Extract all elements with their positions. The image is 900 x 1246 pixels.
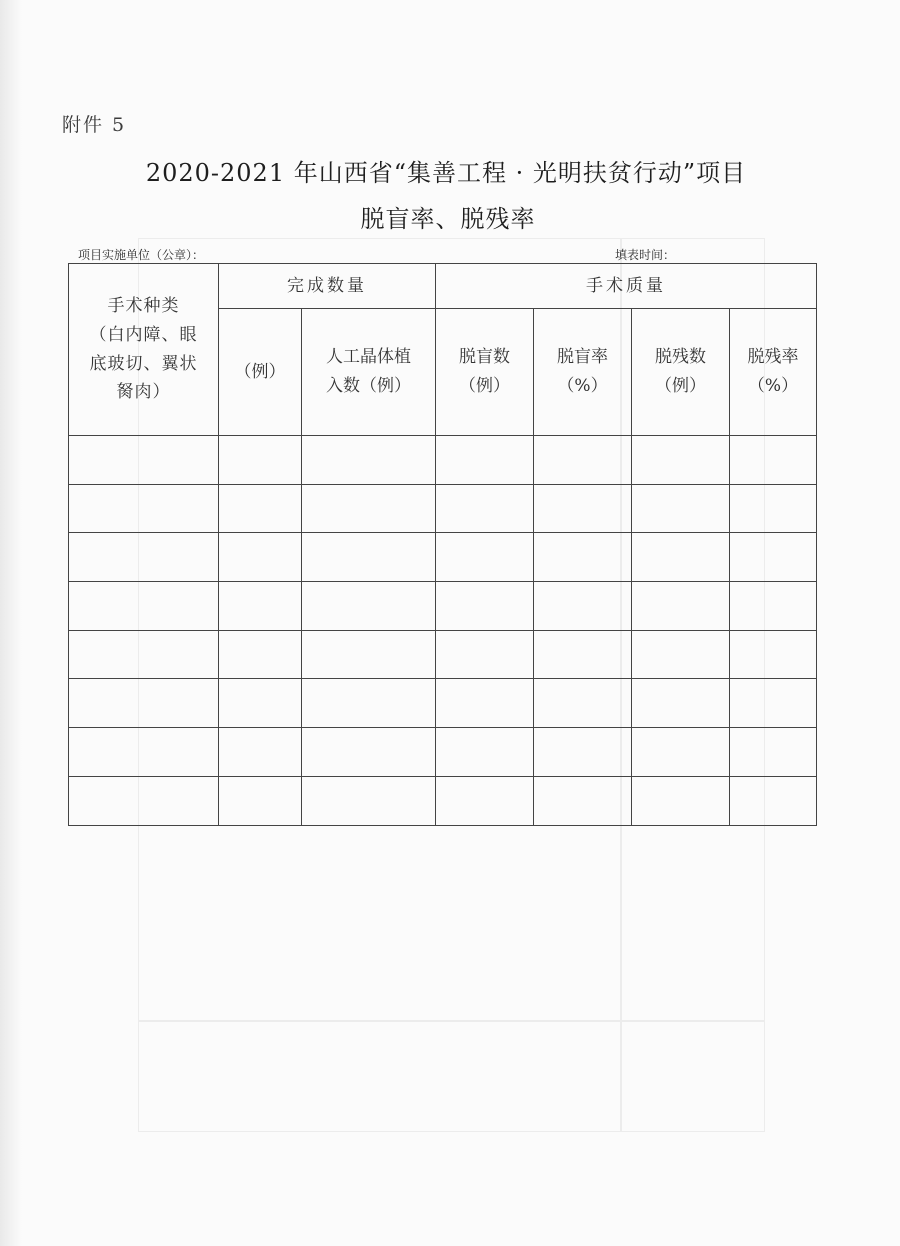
disability-removed-header	[632, 309, 730, 436]
table-cell[interactable]	[302, 436, 436, 485]
table-cell[interactable]	[730, 776, 817, 825]
table-row	[69, 776, 817, 825]
document-subtitle: 脱盲率、脱残率	[360, 205, 536, 233]
table-cell[interactable]	[302, 533, 436, 582]
table-cell[interactable]	[534, 582, 632, 631]
table-cell[interactable]	[302, 484, 436, 533]
cases-header: （例）	[219, 309, 302, 436]
table-cell[interactable]	[632, 728, 730, 777]
table-cell[interactable]	[219, 728, 302, 777]
table-cell[interactable]	[632, 436, 730, 485]
blind-rate-header	[534, 309, 632, 436]
surgery-type-line: （白内障、眼	[89, 324, 198, 345]
table-header-row-group	[69, 264, 817, 309]
table-cell[interactable]	[534, 484, 632, 533]
iol-implant-header	[302, 309, 436, 436]
table-row	[69, 679, 817, 728]
table-row	[69, 436, 817, 485]
disability-rate-header	[730, 309, 817, 436]
statistics-table	[68, 263, 817, 826]
surgery-type-header	[69, 264, 219, 436]
table-cell[interactable]	[436, 582, 534, 631]
completed-count-header: 完成数量	[219, 264, 436, 309]
table-cell[interactable]	[69, 533, 219, 582]
table-cell[interactable]	[436, 436, 534, 485]
table-cell[interactable]	[730, 728, 817, 777]
table-cell[interactable]	[302, 582, 436, 631]
disability-removed-line: （例）	[655, 376, 706, 396]
table-cell[interactable]	[302, 630, 436, 679]
bleed-through-line	[138, 1020, 765, 1022]
table-cell[interactable]	[632, 582, 730, 631]
disability-removed-line: 脱残数	[655, 347, 706, 368]
document-title: 2020-2021 年山西省“集善工程 · 光明扶贫行动”项目	[145, 159, 747, 187]
blind-removed-header	[436, 309, 534, 436]
table-cell[interactable]	[534, 776, 632, 825]
table-cell[interactable]	[632, 776, 730, 825]
table-row	[69, 582, 817, 631]
table-cell[interactable]	[219, 776, 302, 825]
table-body	[69, 436, 817, 826]
disability-rate-line: 脱残率	[747, 347, 799, 368]
table-cell[interactable]	[69, 776, 219, 825]
unit-label: 项目实施单位（公章）：	[78, 248, 205, 262]
table-cell[interactable]	[730, 484, 817, 533]
table-cell[interactable]	[632, 630, 730, 679]
disability-rate-line: （%）	[747, 376, 799, 396]
table-cell[interactable]	[219, 436, 302, 485]
table-row	[69, 630, 817, 679]
table-cell[interactable]	[219, 533, 302, 582]
table-row	[69, 484, 817, 533]
table-cell[interactable]	[534, 533, 632, 582]
table-cell[interactable]	[730, 436, 817, 485]
table-cell[interactable]	[436, 533, 534, 582]
attachment-label: 附件 5	[62, 114, 127, 136]
table-cell[interactable]	[302, 728, 436, 777]
table-cell[interactable]	[302, 679, 436, 728]
blind-rate-line: （%）	[557, 376, 608, 396]
table-cell[interactable]	[69, 630, 219, 679]
table-cell[interactable]	[730, 533, 817, 582]
table-cell[interactable]	[436, 776, 534, 825]
table-cell[interactable]	[69, 679, 219, 728]
table-cell[interactable]	[534, 436, 632, 485]
table-cell[interactable]	[436, 728, 534, 777]
table-cell[interactable]	[632, 533, 730, 582]
date-label: 填表时间：	[615, 248, 676, 262]
surgery-type-line: 手术种类	[107, 295, 180, 316]
table-row	[69, 533, 817, 582]
table-cell[interactable]	[436, 630, 534, 679]
table-cell[interactable]	[632, 679, 730, 728]
table-cell[interactable]	[436, 679, 534, 728]
iol-header-line: 人工晶体植	[326, 347, 411, 368]
table-cell[interactable]	[302, 776, 436, 825]
blind-removed-line: 脱盲数	[459, 347, 510, 368]
iol-header-line: 入数（例）	[326, 376, 411, 396]
table-cell[interactable]	[69, 484, 219, 533]
blind-removed-line: （例）	[459, 376, 510, 396]
table-row	[69, 728, 817, 777]
table-cell[interactable]	[69, 582, 219, 631]
table-cell[interactable]	[632, 484, 730, 533]
table-cell[interactable]	[534, 728, 632, 777]
table-cell[interactable]	[69, 436, 219, 485]
table-cell[interactable]	[219, 582, 302, 631]
surgery-type-line: 胬肉）	[116, 382, 171, 403]
table-cell[interactable]	[730, 630, 817, 679]
table-cell[interactable]	[730, 679, 817, 728]
table-cell[interactable]	[436, 484, 534, 533]
table-cell[interactable]	[219, 630, 302, 679]
table-cell[interactable]	[730, 582, 817, 631]
table-cell[interactable]	[534, 679, 632, 728]
table-cell[interactable]	[219, 484, 302, 533]
surgery-quality-header: 手术质量	[436, 264, 817, 309]
table-cell[interactable]	[534, 630, 632, 679]
table-cell[interactable]	[69, 728, 219, 777]
table-cell[interactable]	[219, 679, 302, 728]
surgery-type-line: 底玻切、翼状	[89, 353, 198, 374]
blind-rate-line: 脱盲率	[557, 347, 608, 368]
